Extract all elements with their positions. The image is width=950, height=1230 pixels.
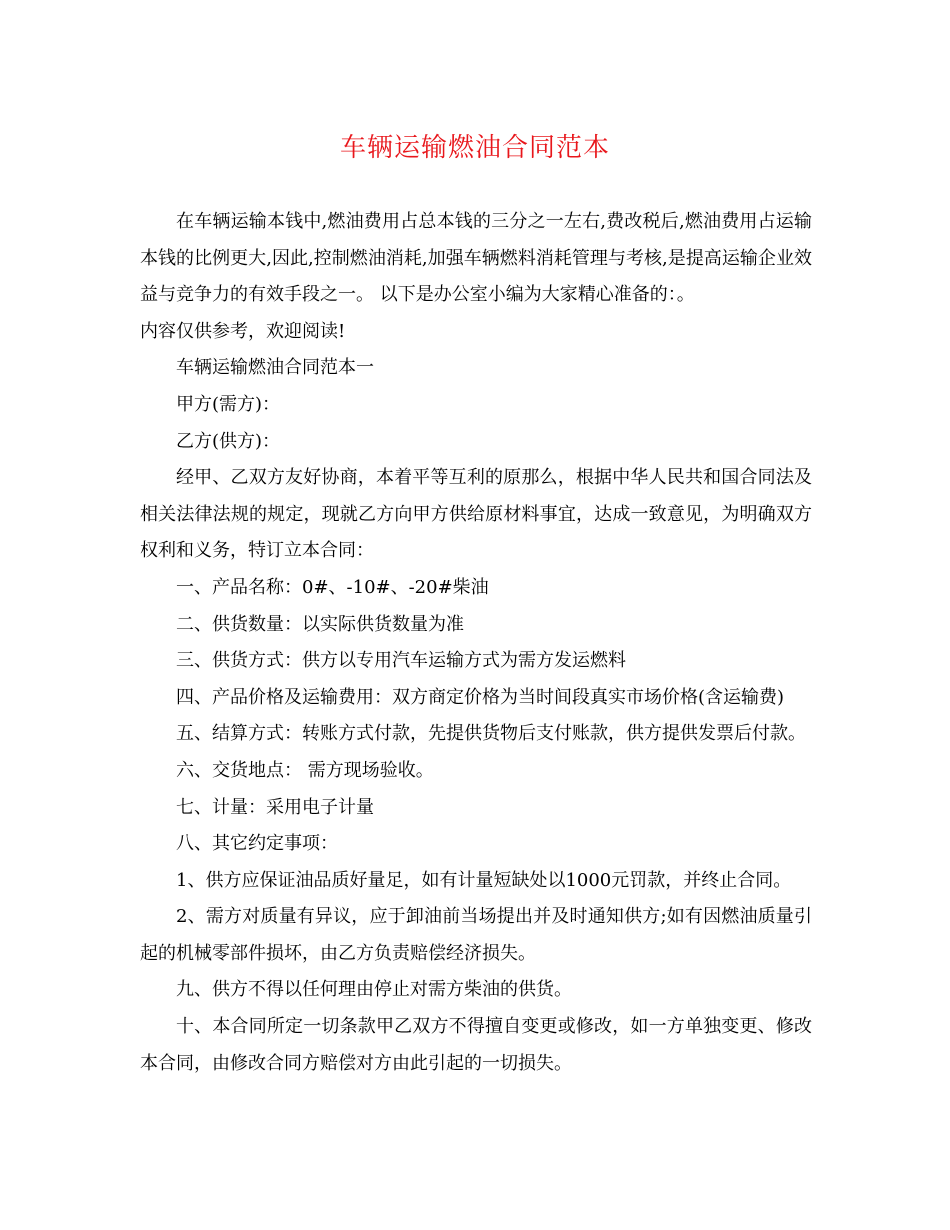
clause-settlement: 五、结算方式：转账方式付款，先提供货物后支付账款，供方提供发票后付款。 xyxy=(176,723,806,745)
clause-ten: 十、本合同所定一切条款甲乙双方不得擅自变更或修改，如一方单独变更、修改本合同，由修改合同方赔偿对方由此引起的一切损失。 xyxy=(140,1016,812,1074)
clause-price: 四、产品价格及运输费用：双方商定价格为当时间段真实市场价格(含运输费) xyxy=(176,686,785,708)
document-body xyxy=(140,204,812,1082)
preamble-paragraph: 经甲、乙双方友好协商，本着平等互利的原那么，根据中华人民共和国合同法及相关法律法规的规定，现就乙方向甲方供给原材料事宜，达成一致意见，为明确双方权利和义务，特订立本合同： xyxy=(140,467,812,562)
clause-other-terms: 八、其它约定事项： xyxy=(176,833,338,855)
clause-nine: 九、供方不得以任何理由停止对需方柴油的供货。 xyxy=(176,979,572,1001)
clause-product-name: 一、产品名称：0#、-10#、-20#柴油 xyxy=(176,576,489,598)
clause-delivery-place: 六、交货地点： 需方现场验收。 xyxy=(176,759,434,781)
section-heading: 车辆运输燃油合同范本一 xyxy=(176,357,374,379)
clause-measurement: 七、计量：采用电子计量 xyxy=(176,796,374,818)
intro-note: 内容仅供参考，欢迎阅读! xyxy=(140,320,346,342)
party-a-line: 甲方(需方)： xyxy=(176,393,281,415)
sub-clause-2: 2、需方对质量有异议，应于卸油前当场提出并及时通知供方;如有因燃油质量引起的机械零部件损坏，由乙方负责赔偿经济损失。 xyxy=(140,906,812,964)
document-title: 车辆运输燃油合同范本 xyxy=(339,133,610,163)
clause-quantity: 二、供货数量：以实际供货数量为准 xyxy=(176,613,464,635)
intro-paragraph: 在车辆运输本钱中,燃油费用占总本钱的三分之一左右,费改税后,燃油费用占运输本钱的比例更大,因此,控制燃油消耗,加强车辆燃料消耗管理与考核,是提高运输企业效益与竞争力的有效手段之一。 以下是办公室小编为大家精心准备的：。 xyxy=(140,211,812,306)
party-b-line: 乙方(供方)： xyxy=(176,430,281,452)
sub-clause-1: 1、供方应保证油品质好量足，如有计量短缺处以1000元罚款，并终止合同。 xyxy=(176,869,792,891)
clause-supply-method: 三、供货方式：供方以专用汽车运输方式为需方发运燃料 xyxy=(176,650,626,672)
